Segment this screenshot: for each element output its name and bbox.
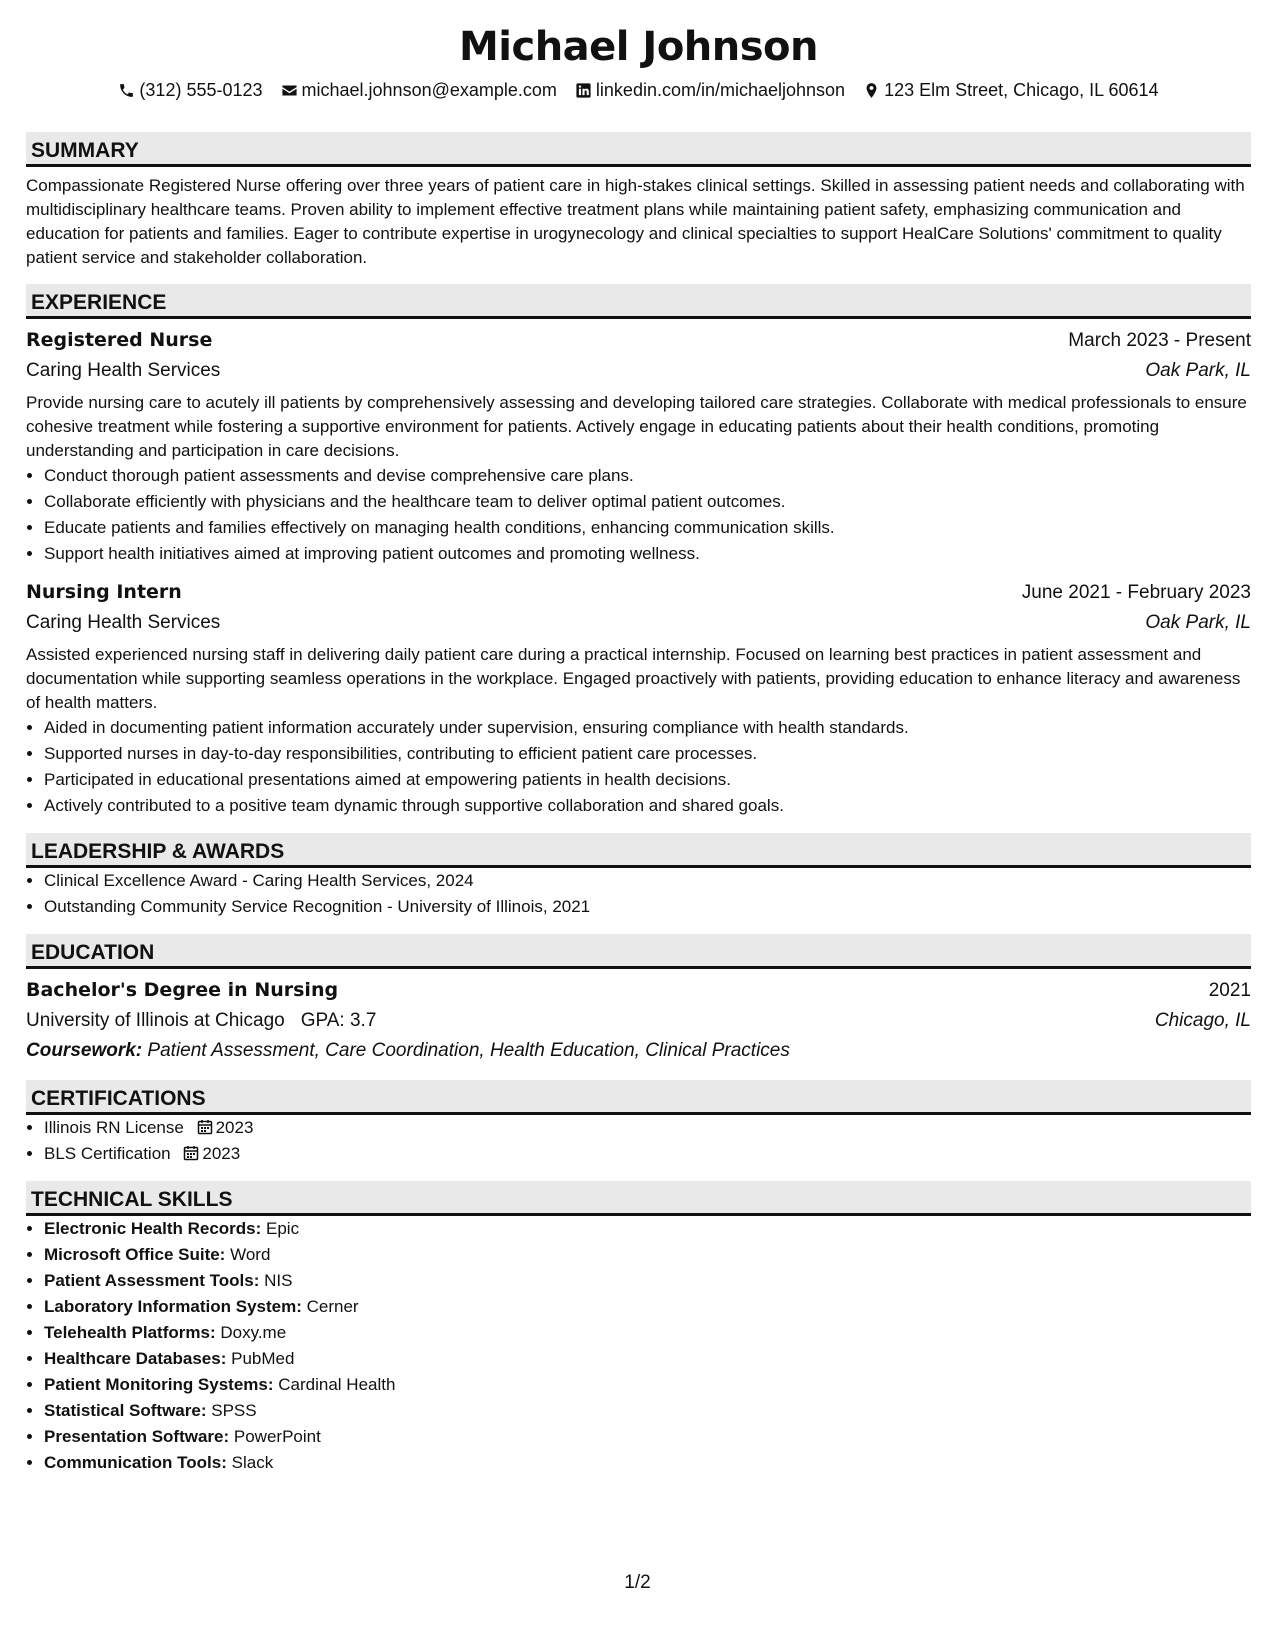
- job-description: Provide nursing care to acutely ill patients by comprehensively assessing and developing tailored care strategies. Collaborate with medical professionals to ensure cohesive treatment while fostering a supportive environment for patients. Actively engage in educating patients about their health conditions, promoting understanding and participation in care decisions.: [26, 393, 1247, 460]
- skills-list: [26, 1216, 1251, 1476]
- job-description: Assisted experienced nursing staff in delivering daily patient care during a practical internship. Focused on learning best practices in patient assessment and documentation while supporting seamless operations in the workplace. Engaged proactively with patients, providing education to enhance literacy and awareness of health matters.: [26, 645, 1241, 712]
- skill-value: Word: [230, 1245, 271, 1264]
- education-header: EDUCATION: [26, 934, 1251, 969]
- candidate-name: Michael Johnson: [458, 24, 819, 70]
- list-item: • Clinical Excellence Award - Caring Health Services, 2024: [44, 868, 1251, 894]
- certification-year: 2023: [202, 1144, 241, 1163]
- resume-page: [26, 22, 1251, 1476]
- skill-value: Doxy.me: [220, 1323, 287, 1342]
- list-item: [44, 1398, 1251, 1424]
- envelope-icon: [281, 82, 298, 99]
- summary-header: SUMMARY: [26, 132, 1251, 167]
- email-text: michael.johnson@example.com: [301, 80, 557, 100]
- job-entry: [26, 325, 1251, 567]
- list-item: [44, 1268, 1251, 1294]
- list-item: • Conduct thorough patient assessments and devise comprehensive care plans.: [44, 463, 1251, 489]
- experience-header: EXPERIENCE: [26, 284, 1251, 319]
- skill-category: Presentation Software:: [44, 1427, 230, 1446]
- certifications-list: [26, 1115, 1251, 1167]
- job-bullets: [26, 463, 1251, 567]
- linkedin-text: linkedin.com/in/michaeljohnson: [595, 80, 846, 100]
- map-pin-icon: [863, 82, 880, 99]
- skill-category: Microsoft Office Suite:: [44, 1245, 226, 1264]
- phone-text: (312) 555-0123: [139, 80, 263, 100]
- list-item: • Participated in educational presentations aimed at empowering patients in health decisions.: [44, 767, 1251, 793]
- skill-category: Patient Monitoring Systems:: [44, 1375, 274, 1394]
- certifications-header: CERTIFICATIONS: [26, 1080, 1251, 1115]
- school-location: Chicago, IL: [1154, 1010, 1251, 1031]
- skill-value: NIS: [264, 1271, 293, 1290]
- list-item: • Outstanding Community Service Recognition - University of Illinois, 2021: [44, 894, 1251, 920]
- certification-year: 2023: [215, 1118, 254, 1137]
- certification-name: Illinois RN License: [44, 1118, 184, 1137]
- job-location: Oak Park, IL: [1145, 612, 1251, 633]
- list-item: [44, 1320, 1251, 1346]
- skill-value: PubMed: [231, 1349, 295, 1368]
- contact-bar: [26, 78, 1251, 102]
- awards-list: [26, 868, 1251, 920]
- education-entry: [26, 975, 1251, 1066]
- skill-value: PowerPoint: [233, 1427, 321, 1446]
- list-item: [44, 1294, 1251, 1320]
- graduation-year: 2021: [1208, 980, 1251, 1001]
- job-bullets: [26, 715, 1251, 819]
- coursework-text: Patient Assessment, Care Coordination, Health Education, Clinical Practices: [147, 1040, 790, 1061]
- list-item: [44, 1141, 1251, 1167]
- job-title: Registered Nurse: [26, 329, 213, 351]
- list-item: [44, 1450, 1251, 1476]
- calendar-icon: [197, 1119, 213, 1135]
- degree-title: Bachelor's Degree in Nursing: [26, 979, 339, 1001]
- list-item: • Supported nurses in day-to-day responsibilities, contributing to efficient patient care processes.: [44, 741, 1251, 767]
- list-item: • Collaborate efficiently with physicians and the healthcare team to deliver optimal patient outcomes.: [44, 489, 1251, 515]
- contact-address: [863, 78, 1159, 102]
- skill-category: Patient Assessment Tools:: [44, 1271, 260, 1290]
- summary-text: Compassionate Registered Nurse offering over three years of patient care in high-stakes clinical settings. Skilled in assessing patient needs and collaborating with multidisciplinary healthcare teams. Proven ability to implement effective treatment plans while maintaining patient safety, emphasizing communication and education for patients and families. Eager to contribute expertise in urogynecology and clinical specialties to support HealCare Solutions' commitment to quality patient service and stakeholder collaboration.: [26, 176, 1245, 267]
- list-item: [44, 1346, 1251, 1372]
- leadership-header: LEADERSHIP & AWARDS: [26, 833, 1251, 868]
- job-dates: March 2023 - Present: [1068, 330, 1251, 351]
- job-title: Nursing Intern: [26, 581, 182, 603]
- skill-value: Cerner: [306, 1297, 359, 1316]
- address-text: 123 Elm Street, Chicago, IL 60614: [884, 80, 1159, 100]
- skills-header: TECHNICAL SKILLS: [26, 1181, 1251, 1216]
- list-item: [44, 1372, 1251, 1398]
- skill-category: Communication Tools:: [44, 1453, 227, 1472]
- skill-category: Healthcare Databases:: [44, 1349, 227, 1368]
- coursework-line: [26, 1036, 1251, 1066]
- job-location: Oak Park, IL: [1145, 360, 1251, 381]
- job-dates: June 2021 - February 2023: [1021, 582, 1251, 603]
- list-item: [44, 1115, 1251, 1141]
- skill-value: Slack: [231, 1453, 274, 1472]
- phone-icon: [118, 82, 135, 99]
- job-company: Caring Health Services: [26, 612, 221, 633]
- list-item: • Support health initiatives aimed at improving patient outcomes and promoting wellness.: [44, 541, 1251, 567]
- certification-name: BLS Certification: [44, 1144, 171, 1163]
- contact-linkedin[interactable]: [575, 78, 845, 102]
- list-item: • Educate patients and families effectively on managing health conditions, enhancing communication skills.: [44, 515, 1251, 541]
- skill-category: Statistical Software:: [44, 1401, 207, 1420]
- list-item: [44, 1242, 1251, 1268]
- page-number: 1/2: [624, 1572, 651, 1593]
- skill-category: Laboratory Information System:: [44, 1297, 302, 1316]
- linkedin-icon: [575, 82, 592, 99]
- job-entry: [26, 577, 1251, 819]
- job-company: Caring Health Services: [26, 360, 221, 381]
- school-line: [26, 1006, 376, 1036]
- list-item: • Actively contributed to a positive team dynamic through supportive collaboration and shared goals.: [44, 793, 1251, 819]
- skill-value: Epic: [266, 1219, 300, 1238]
- skill-category: Electronic Health Records:: [44, 1219, 262, 1238]
- list-item: [44, 1424, 1251, 1450]
- school-name: University of Illinois at Chicago: [26, 1010, 285, 1031]
- list-item: [44, 1216, 1251, 1242]
- list-item: • Aided in documenting patient information accurately under supervision, ensuring compliance with health standards.: [44, 715, 1251, 741]
- coursework-label: Coursework:: [26, 1040, 143, 1061]
- skill-value: SPSS: [211, 1401, 257, 1420]
- skill-category: Telehealth Platforms:: [44, 1323, 216, 1342]
- contact-email[interactable]: [281, 78, 557, 102]
- calendar-icon: [183, 1145, 199, 1161]
- skill-value: Cardinal Health: [278, 1375, 396, 1394]
- gpa-text: GPA: 3.7: [300, 1010, 377, 1031]
- contact-phone[interactable]: [118, 78, 262, 102]
